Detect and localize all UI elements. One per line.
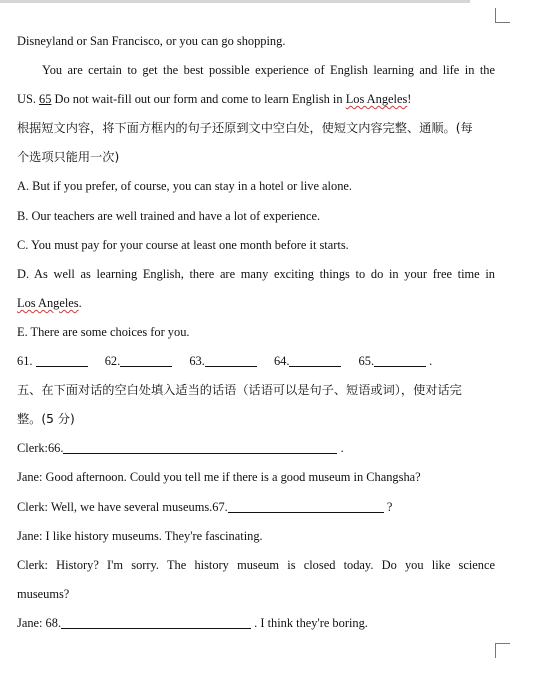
passage-text: Disneyland or San Francisco, or you can go shopping.: [17, 34, 286, 48]
option-c: [17, 231, 495, 260]
place-name: Los Angeles: [17, 295, 79, 310]
answer-blank-61[interactable]: [36, 352, 88, 367]
answer-blank-65[interactable]: [374, 352, 426, 367]
option-d: [17, 260, 495, 289]
speaker-text: Jane: I like history museums. They're fascinating.: [17, 528, 263, 543]
section-heading: [17, 376, 495, 405]
option-e: [17, 318, 495, 347]
blank-number-65: 65: [39, 92, 52, 107]
answer-blanks-row: [17, 347, 495, 376]
document-page: [17, 27, 495, 638]
speaker-text: Clerk: History? I'm sorry. The history museum is closed today. Do you like science: [17, 557, 495, 572]
punctuation: !: [407, 92, 412, 107]
option-text: B. Our teachers are well trained and have a lot of experience.: [17, 208, 321, 223]
dialogue-line: [17, 580, 495, 609]
dialogue-line: [17, 493, 495, 522]
option-a: [17, 172, 495, 201]
instruction-text: 根据短文内容，将下面方框内的句子还原到文中空白处，使短文内容完整、通顺。(每: [17, 121, 473, 136]
answer-label-65: 65.: [358, 354, 375, 369]
dialogue-line: [17, 522, 495, 551]
answer-label-63: 63.: [189, 354, 205, 369]
answer-blank-63[interactable]: [205, 352, 257, 367]
passage-text: You are certain to get the best possible experience of English learning and life in the: [42, 63, 495, 78]
text-line: [17, 56, 495, 85]
option-text: A. But if you prefer, of course, you can stay in a hotel or live alone.: [17, 179, 352, 194]
page-corner-mark-top: [495, 8, 510, 23]
text-line: [17, 27, 495, 56]
answer-blank-67[interactable]: [228, 498, 384, 513]
option-d-continued: [17, 289, 495, 318]
dialogue-line: [17, 551, 495, 580]
instruction-line: [17, 114, 495, 143]
page-corner-mark-bottom: [495, 643, 510, 658]
dialogue-line: [17, 463, 495, 492]
option-text: E. There are some choices for you.: [17, 324, 190, 339]
top-edge-bar: [0, 0, 470, 3]
speaker-text: Jane: 68.: [17, 615, 62, 630]
section-heading: [17, 405, 495, 434]
speaker-text: museums?: [17, 586, 70, 601]
option-text: C. You must pay for your course at least one month before it starts.: [17, 237, 349, 252]
section-title: 五、在下面对话的空白处填入适当的话语（话语可以是句子、短语或词），使对话完: [17, 383, 462, 398]
answer-blank-62[interactable]: [120, 352, 172, 367]
instruction-text: 个选项只能用一次): [17, 150, 120, 165]
answer-blank-66[interactable]: [63, 439, 337, 454]
option-text: D. As well as learning English, there are many exciting things to do in your free time in: [17, 266, 495, 281]
speaker-text: Jane: Good afternoon. Could you tell me if there is a good museum in Changsha?: [17, 470, 421, 485]
speaker-text: . I think they're boring.: [254, 615, 368, 630]
punctuation: ?: [386, 499, 393, 514]
speaker-text: Clerk:66.: [17, 441, 64, 456]
speaker-text: Clerk: Well, we have several museums.67.: [17, 499, 228, 514]
passage-text: US.: [17, 92, 36, 107]
text-line: [17, 85, 495, 114]
passage-text: Do not wait-fill out our form and come to learn English in: [54, 92, 343, 107]
answer-blank-68[interactable]: [61, 614, 251, 629]
punctuation: .: [78, 295, 82, 310]
place-name: Los Angeles: [345, 92, 408, 107]
dialogue-line: [17, 434, 495, 463]
punctuation: .: [340, 441, 344, 456]
answer-label-61: 61.: [17, 354, 33, 369]
punctuation: .: [429, 354, 433, 369]
answer-label-64: 64.: [273, 354, 290, 369]
option-b: [17, 202, 495, 231]
section-title: 整。(5 分): [17, 412, 75, 427]
answer-label-62: 62.: [104, 354, 121, 369]
answer-blank-64[interactable]: [289, 352, 341, 367]
dialogue-line: [17, 609, 495, 638]
instruction-line: [17, 143, 495, 172]
